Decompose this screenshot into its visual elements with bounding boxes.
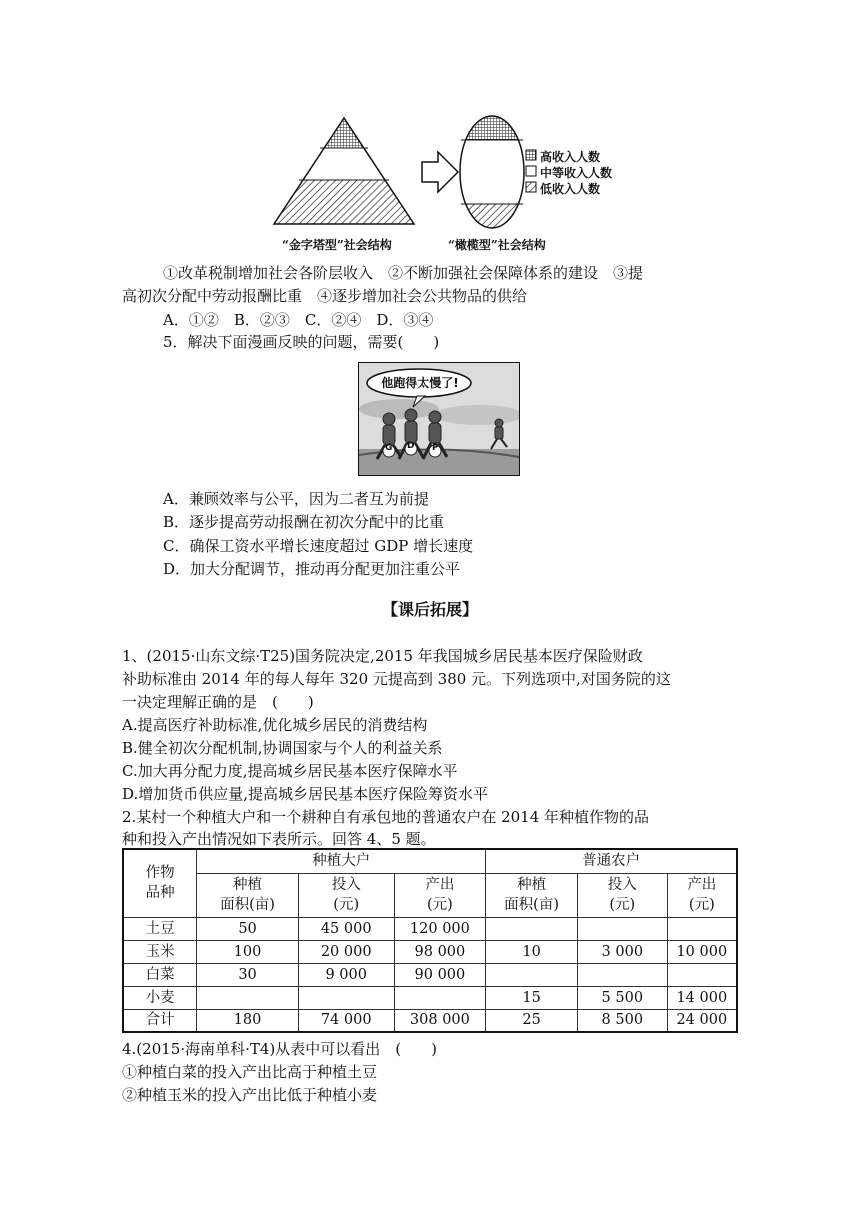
table-cell: 10 000 (667, 940, 737, 963)
ext1-option-a: A.提高医疗补助标准,优化城乡居民的消费结构 (122, 716, 428, 734)
table-cell: 120 000 (394, 917, 486, 940)
table-cell: 小麦 (123, 986, 197, 1009)
ext1-line-2: 补助标准由 2014 年的每人每年 320 元提高到 380 元。下列选项中,对国务院的这 (122, 670, 671, 688)
table-cell: 合计 (123, 1009, 197, 1032)
table-cell: 25 (486, 1009, 578, 1032)
cartoon-letter-d: D (407, 441, 415, 451)
gdp-cartoon (358, 362, 520, 476)
legend-swatch-low (526, 182, 536, 192)
legend-label-low: 低收入人数 (540, 182, 601, 196)
table-group-header: 普通农户 (486, 849, 737, 873)
caption-pyramid: “金字塔型”社会结构 (282, 238, 392, 252)
table-cell: 15 (486, 986, 578, 1009)
table-cell: 98 000 (394, 940, 486, 963)
table-cell: 308 000 (394, 1009, 486, 1032)
table-subheader: 投入 (元) (577, 873, 667, 917)
table-cell: 白菜 (123, 963, 197, 986)
ext1-option-b: B.健全初次分配机制,协调国家与个人的利益关系 (122, 739, 443, 757)
arrow-right-icon (422, 152, 458, 192)
table-cell: 100 (197, 940, 299, 963)
table-cell (667, 917, 737, 940)
table-subheader: 产出 (元) (394, 873, 486, 917)
table-corner-header: 作物 品种 (123, 849, 197, 917)
table-cell: 45 000 (298, 917, 394, 940)
table-subheader: 产出 (元) (667, 873, 737, 917)
table-cell: 24 000 (667, 1009, 737, 1032)
table-subheader: 种植 面积(亩) (197, 873, 299, 917)
q5-option-c: C．确保工资水平增长速度超过 GDP 增长速度 (163, 537, 474, 555)
table-cell (197, 986, 299, 1009)
crop-data-table (122, 848, 738, 1033)
table-subheader: 投入 (元) (298, 873, 394, 917)
cartoon-letter-g: G (385, 443, 393, 453)
q4-choice-line-2: 高初次分配中劳动报酬比重 ④逐步增加社会公共物品的供给 (122, 287, 528, 305)
table-cell: 5 500 (577, 986, 667, 1009)
table-cell: 30 (197, 963, 299, 986)
cartoon-letter-p: P (432, 443, 439, 453)
table-cell (486, 963, 578, 986)
table-row (123, 940, 737, 963)
q4b-item-2: ②种植玉米的投入产出比低于种植小麦 (122, 1086, 378, 1104)
section-title: 【课后拓展】 (381, 600, 478, 619)
ext2-line-1: 2.某村一个种植大户和一个耕种自有承包地的普通农户在 2014 年种植作物的品 (122, 808, 650, 826)
q4b-stem: 4.(2015·海南单科·T4)从表中可以看出 ( ) (122, 1040, 437, 1058)
olive-shape (452, 112, 532, 234)
legend-label-mid: 中等收入人数 (540, 166, 613, 180)
ext1-line-1: 1、(2015·山东文综·T25)国务院决定,2015 年我国城乡居民基本医疗保险财政 (122, 647, 643, 665)
table-cell: 土豆 (123, 917, 197, 940)
legend-label-high: 高收入人数 (540, 150, 601, 164)
q5-option-d: D．加大分配调节，推动再分配更加注重公平 (163, 560, 461, 578)
table-cell: 10 (486, 940, 578, 963)
table-subheader: 种植 面积(亩) (486, 873, 578, 917)
table-row (123, 986, 737, 1009)
table-cell (486, 917, 578, 940)
q4b-item-1: ①种植白菜的投入产出比高于种植土豆 (122, 1063, 378, 1081)
table-cell: 20 000 (298, 940, 394, 963)
ext1-line-3: 一决定理解正确的是 ( ) (122, 693, 314, 711)
table-cell: 3 000 (577, 940, 667, 963)
table-cell: 74 000 (298, 1009, 394, 1032)
table-cell: 14 000 (667, 986, 737, 1009)
q5-option-b: B．逐步提高劳动报酬在初次分配中的比重 (163, 513, 445, 531)
table-cell (298, 986, 394, 1009)
legend-swatch-mid (526, 166, 536, 176)
ext1-option-d: D.增加货币供应量,提高城乡居民基本医疗保险筹资水平 (122, 785, 489, 803)
table-row (123, 917, 737, 940)
table-cell: 50 (197, 917, 299, 940)
legend-swatch-high (526, 150, 536, 160)
ext2-line-2: 种和投入产出情况如下表所示。回答 4、5 题。 (122, 830, 436, 848)
table-row (123, 963, 737, 986)
ext1-option-c: C.加大再分配力度,提高城乡居民基本医疗保障水平 (122, 762, 458, 780)
table-cell: 180 (197, 1009, 299, 1032)
table-cell (577, 963, 667, 986)
table-cell (577, 917, 667, 940)
cartoon-bubble-text: 他跑得太慢了! (381, 376, 459, 390)
table-cell: 90 000 (394, 963, 486, 986)
table-cell: 8 500 (577, 1009, 667, 1032)
table-cell (394, 986, 486, 1009)
caption-olive: “橄榄型”社会结构 (448, 238, 546, 252)
q5-option-a: A．兼顾效率与公平，因为二者互为前提 (163, 490, 429, 508)
q4-options: A．①② B．②③ C．②④ D．③④ (163, 311, 434, 329)
table-row (123, 1009, 737, 1032)
table-group-header: 种植大户 (197, 849, 486, 873)
table-cell: 9 000 (298, 963, 394, 986)
table-cell: 玉米 (123, 940, 197, 963)
q4-choice-line-1: ①改革税制增加社会各阶层收入 ②不断加强社会保障体系的建设 ③提 (163, 264, 644, 282)
table-cell (667, 963, 737, 986)
q5-stem: 5．解决下面漫画反映的问题，需要( ) (163, 333, 440, 351)
